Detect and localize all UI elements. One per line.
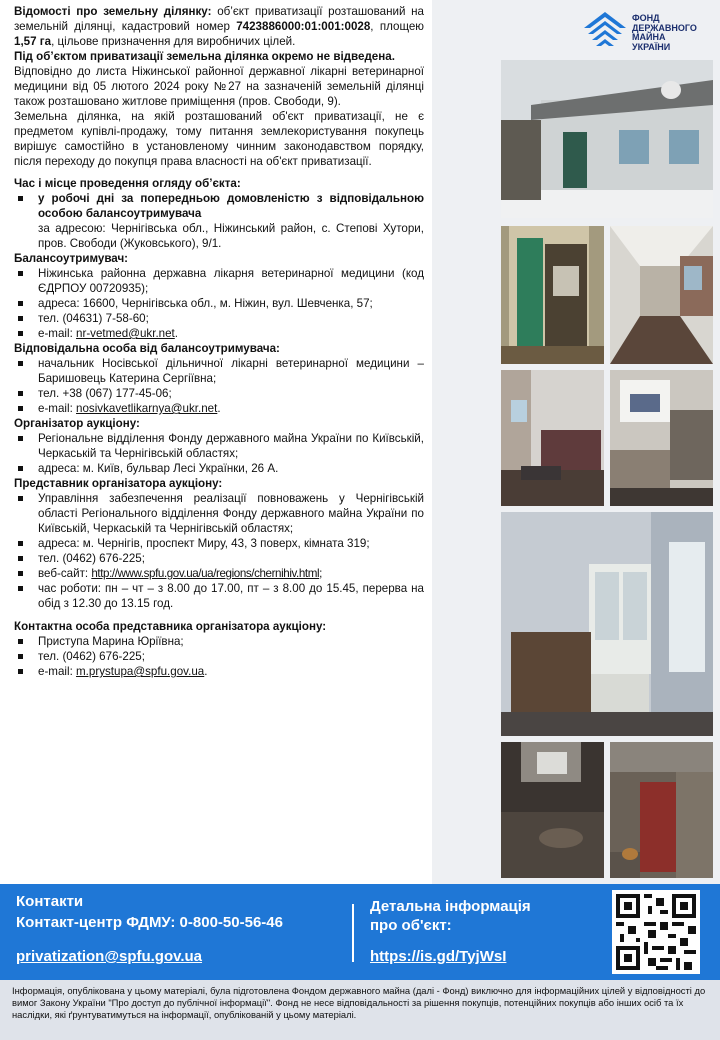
photo-house-exterior bbox=[501, 60, 713, 218]
list-item: e-mail: nr-vetmed@ukr.net. bbox=[14, 326, 424, 341]
list-item: Ніжинська районна державна лікарня ветеринарної медицини (код ЄДРПОУ 00720935); bbox=[14, 266, 424, 296]
photo-red-door bbox=[610, 742, 713, 878]
privatization-email-link[interactable]: privatization@spfu.gov.ua bbox=[16, 948, 203, 965]
list-item: Регіональне відділення Фонду державного майна України по Київській, Черкаській та Чернігівській областях; bbox=[14, 431, 424, 461]
list-item: Приступа Марина Юріївна; bbox=[14, 634, 424, 649]
representative-title: Представник організатора аукціону: bbox=[14, 477, 223, 490]
holder-title: Балансоутримувач: bbox=[14, 252, 129, 265]
disclaimer-bar bbox=[0, 980, 720, 1040]
list-item: адреса: м. Чернігів, проспект Миру, 43, 3 поверх, кімната 319; bbox=[14, 536, 424, 551]
website-link[interactable]: http://www.spfu.gov.ua/ua/regions/chernihiv.html bbox=[91, 567, 320, 580]
inspection-address: за адресою: Чернігівська обл., Ніжинський район, с. Степові Хутори, пров. Свободи (Жуковського), 9/1. bbox=[38, 222, 424, 250]
responsible-email-link[interactable]: nosivkavetlikarnya@ukr.net bbox=[76, 402, 218, 415]
list-item: тел. (0462) 676-225; bbox=[14, 649, 424, 664]
list-item: Управління забезпечення реалізації повноважень у Чернігівській області Регіонального відділення Фонду державного майна України по Київській, Черкаській та Чернігівській областях; bbox=[14, 491, 424, 536]
detail-heading: Детальна інформація про об'єкт: bbox=[370, 898, 531, 934]
photo-room-cabinet bbox=[501, 512, 713, 736]
main-text-column bbox=[14, 4, 424, 679]
responsible-title: Відповідальна особа від балансоутримувача: bbox=[14, 342, 280, 355]
list-item: e-mail: m.prystupa@spfu.gov.ua. bbox=[14, 664, 424, 679]
contact-title: Контактна особа представника організатора аукціону: bbox=[14, 620, 327, 633]
list-item: тел. (0462) 676-225; bbox=[14, 551, 424, 566]
list-item: адреса: м. Київ, бульвар Лесі Українки, 26 А. bbox=[14, 461, 424, 476]
list-item: тел. +38 (067) 177-45-06; bbox=[14, 386, 424, 401]
contacts-footer bbox=[0, 884, 720, 980]
call-center: Контакт-центр ФДМУ: 0-800-50-56-46 bbox=[16, 914, 283, 931]
logo-text: ФОНД ДЕРЖАВНОГО МАЙНА УКРАЇНИ bbox=[632, 13, 697, 52]
qr-code[interactable] bbox=[612, 890, 700, 974]
disclaimer-text: Інформація, опублікована у цьому матеріалі, була підготовлена Фондом державного майна (далі - Фонд) виключно для інформаційних цілей у відповідності до вимог Закону України "Про доступ до публічної інформації". Фонд не несе відповідальності за рішення покупців, потенційних покупців або інших осіб та їх наслідки, які ґрунтуватимуться на інформації, опублікованій у цьому матеріалі. bbox=[12, 985, 706, 1020]
footer-divider bbox=[352, 904, 354, 962]
object-detail-link[interactable]: https://is.gd/TyjWsI bbox=[370, 948, 507, 965]
responsible-list bbox=[14, 356, 424, 416]
contact-email-link[interactable]: m.prystupa@spfu.gov.ua bbox=[76, 665, 205, 678]
inspection-list bbox=[14, 191, 424, 221]
organizer-title: Організатор аукціону: bbox=[14, 417, 140, 430]
photo-dark-room bbox=[501, 742, 604, 878]
list-item: час роботи: пн – чт – з 8.00 до 17.00, пт – з 8.00 до 15.45, перерва на обід з 12.30 до 13.15 год. bbox=[14, 581, 424, 611]
list-item: веб-сайт: http://www.spfu.gov.ua/ua/regions/chernihiv.html; bbox=[14, 566, 424, 581]
contact-list bbox=[14, 634, 424, 679]
land-usage-paragraph: Земельна ділянка, на якій розташований об'єкт приватизації, не є предметом купівлі-продажу, тому питання землекористування покупець вирішує самостійно в установленому чинним законодавством порядку, після переходу до покупця права власності на об'єкт приватизації. bbox=[14, 110, 424, 168]
land-not-allocated: Під об’єктом приватизації земельна ділянка окремо не відведена. bbox=[14, 50, 395, 63]
list-item: адреса: 16600, Чернігівська обл., м. Ніжин, вул. Шевченка, 57; bbox=[14, 296, 424, 311]
holder-email-link[interactable]: nr-vetmed@ukr.net bbox=[76, 327, 175, 340]
representative-list bbox=[14, 491, 424, 611]
land-letter-paragraph: Відповідно до листа Ніжинської районної державної лікарні ветеринарної медицини від 05 лютого 2024 року №27 на зазначеній земельній ділянці також розташовано житлове приміщення (пров. Свободи, 9). bbox=[14, 65, 424, 108]
house-roof-icon bbox=[584, 12, 626, 48]
land-info: Відомості про земельну ділянку: об’єкт приватизації розташований на земельній ділянці, кадастровий номер 7423886000:01:001:0028, площею 1,57 га, цільове призначення для виробничих цілей. bbox=[14, 5, 424, 48]
holder-list bbox=[14, 266, 424, 341]
list-item: начальник Носівської дільничної лікарні ветеринарної медицини – Баришовець Катерина Сергіївна; bbox=[14, 356, 424, 386]
list-item: e-mail: nosivkavetlikarnya@ukr.net. bbox=[14, 401, 424, 416]
photo-room-window bbox=[610, 370, 713, 506]
photo-room-hall bbox=[610, 226, 713, 364]
list-item: тел. (04631) 7-58-60; bbox=[14, 311, 424, 326]
list-item: у робочі дні за попередньою домовленістю з відповідальною особою балансоутримувача bbox=[14, 191, 424, 221]
contacts-heading: Контакти bbox=[16, 893, 84, 910]
photo-room-bed bbox=[501, 370, 604, 506]
photo-green-door bbox=[501, 226, 604, 364]
organizer-list bbox=[14, 431, 424, 476]
fdmu-logo bbox=[584, 12, 714, 52]
inspection-title: Час і місце проведення огляду об’єкта: bbox=[14, 177, 241, 190]
